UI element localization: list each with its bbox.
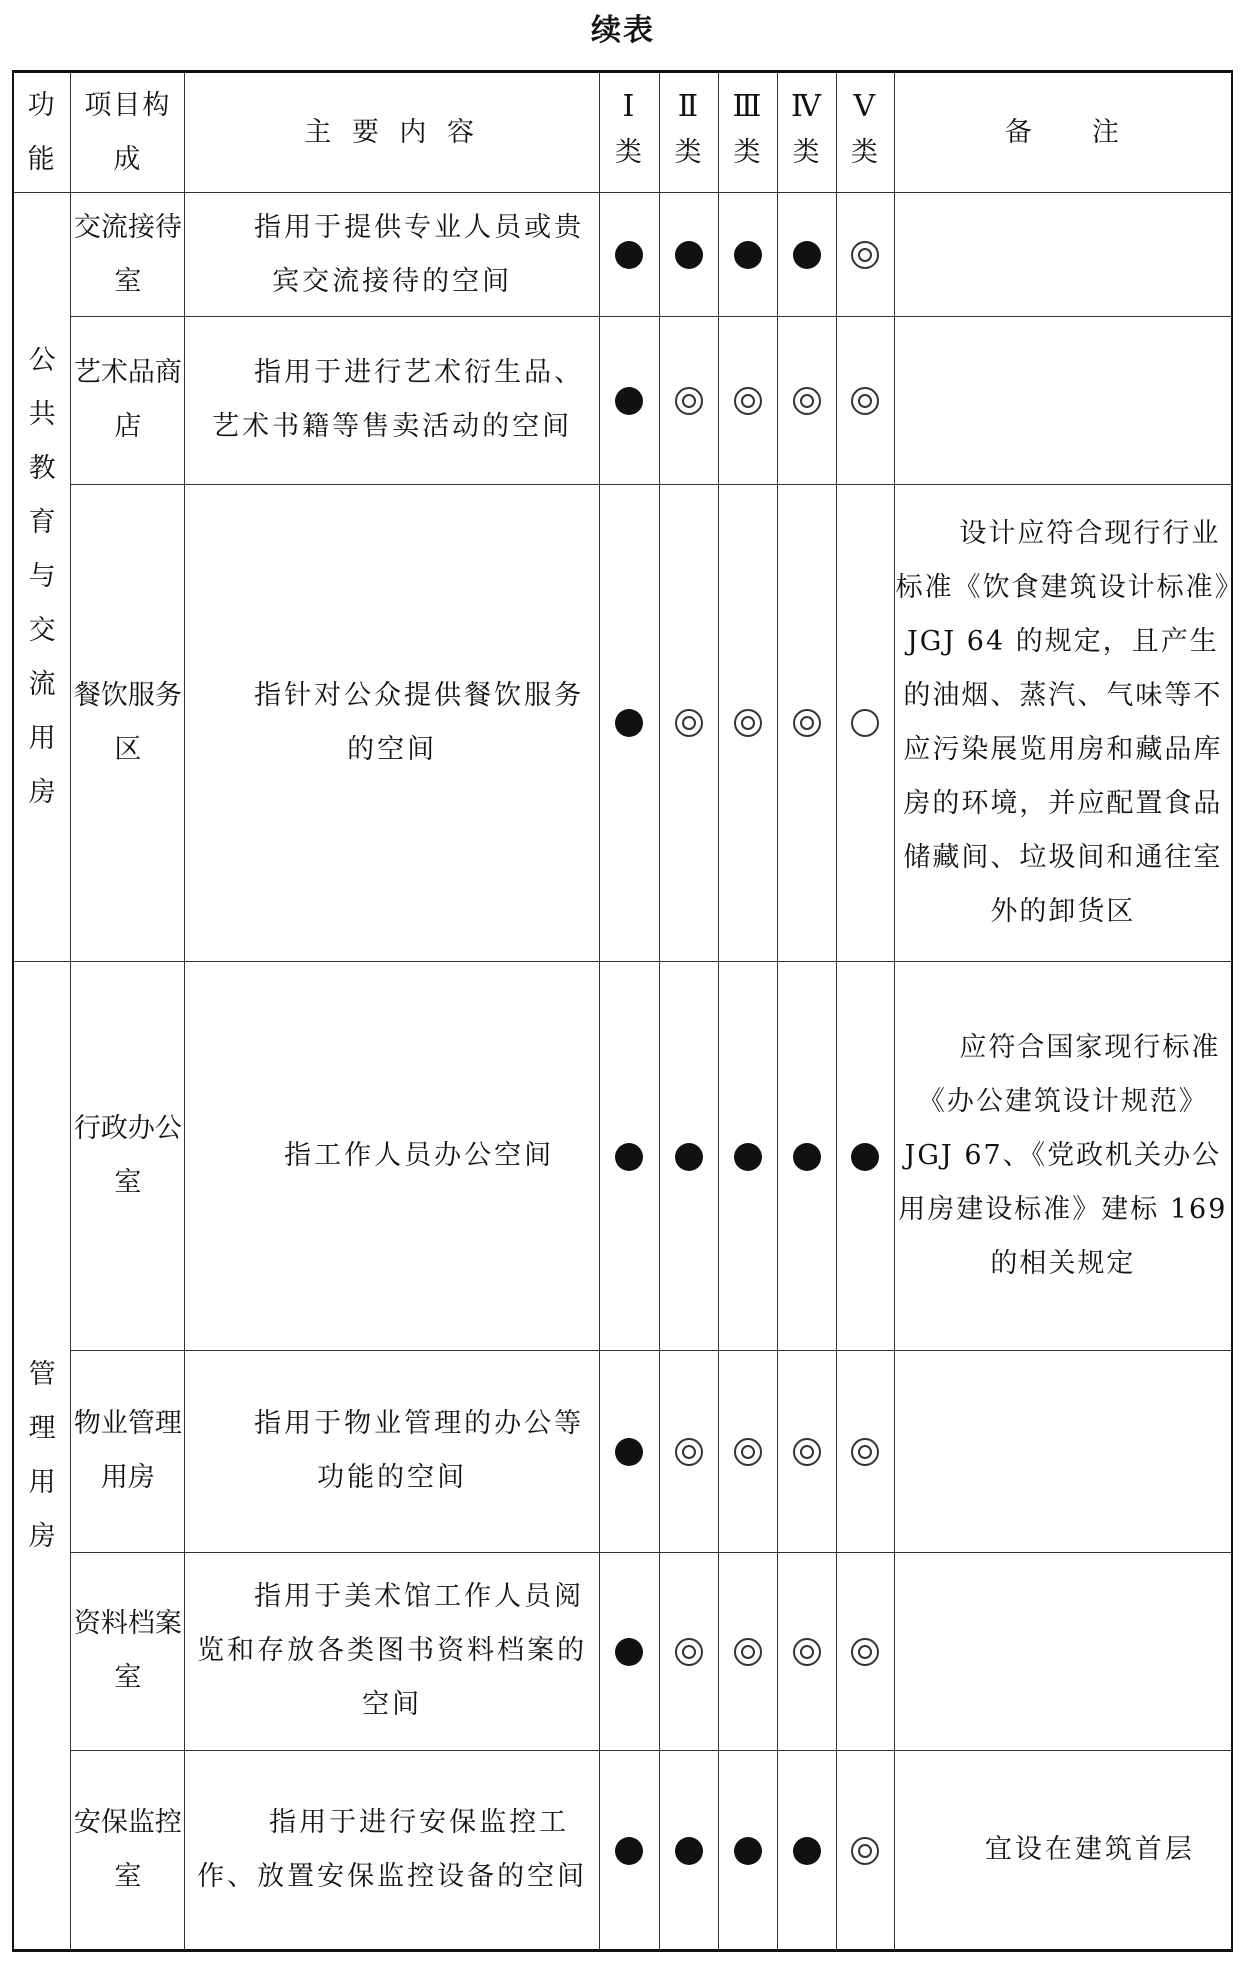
class-mark: [719, 962, 778, 1350]
double-circle-icon: [793, 1438, 821, 1466]
page-title: 续表: [591, 13, 655, 48]
double-circle-icon: [851, 387, 879, 415]
remark-cell: 设计应符合现行行业标准《饮食建筑设计标准》JGJ 64 的规定，且产生的油烟、蒸汽、气味等不应污染展览用房和藏品库房的环境，并应配置食品储藏间、垃圾间和通往室外的卸货区: [894, 484, 1232, 962]
table-row: [13, 193, 1232, 317]
filled-circle-icon: [675, 1837, 703, 1865]
project-cell: 艺术品商店: [71, 316, 185, 484]
header-class-5: Ⅴ 类: [837, 72, 895, 193]
table-row: [13, 484, 1232, 962]
filled-circle-icon: [734, 1143, 762, 1171]
filled-circle-icon: [793, 241, 821, 269]
double-circle-icon: [675, 709, 703, 737]
header-remark: 备 注: [894, 72, 1232, 193]
table-row: [13, 1552, 1232, 1751]
class-mark: [599, 1552, 659, 1751]
class-mark: [599, 484, 659, 962]
class-mark: [599, 1350, 659, 1552]
class-mark: [778, 1350, 837, 1552]
class-mark: [660, 1350, 719, 1552]
header-project: 项目构成: [71, 72, 185, 193]
project-cell: 资料档案室: [71, 1552, 185, 1751]
filled-circle-icon: [675, 1143, 703, 1171]
double-circle-icon: [734, 709, 762, 737]
double-circle-icon: [793, 709, 821, 737]
remark-cell: [894, 1350, 1232, 1552]
class-mark: [660, 316, 719, 484]
table-row: [13, 1751, 1232, 1951]
table-row: [13, 962, 1232, 1350]
filled-circle-icon: [615, 1438, 643, 1466]
double-circle-icon: [734, 387, 762, 415]
header-class-3: Ⅲ 类: [719, 72, 778, 193]
filled-circle-icon: [615, 709, 643, 737]
remark-cell: 宜设在建筑首层: [894, 1751, 1232, 1951]
class-mark: [719, 316, 778, 484]
filled-circle-icon: [793, 1837, 821, 1865]
project-cell: 餐饮服务区: [71, 484, 185, 962]
class-mark: [837, 1751, 895, 1951]
filled-circle-icon: [615, 1837, 643, 1865]
class-mark: [778, 316, 837, 484]
open-circle-icon: [851, 709, 879, 737]
standards-table: [12, 70, 1233, 1952]
class-mark: [837, 1350, 895, 1552]
content-cell: 指用于进行艺术衍生品、艺术书籍等售卖活动的空间: [185, 316, 599, 484]
class-mark: [778, 962, 837, 1350]
double-circle-icon: [675, 1638, 703, 1666]
class-mark: [719, 1751, 778, 1951]
class-mark: [778, 193, 837, 317]
double-circle-icon: [793, 1638, 821, 1666]
class-mark: [719, 1552, 778, 1751]
class-mark: [837, 962, 895, 1350]
table-row: [13, 1350, 1232, 1552]
project-cell: 行政办公室: [71, 962, 185, 1350]
class-mark: [660, 962, 719, 1350]
function-group-management: 管理用房: [13, 962, 71, 1951]
class-mark: [660, 1751, 719, 1951]
class-mark: [778, 484, 837, 962]
project-cell: 物业管理用房: [71, 1350, 185, 1552]
header-content: 主 要 内 容: [185, 72, 599, 193]
class-mark: [599, 193, 659, 317]
remark-cell: [894, 1552, 1232, 1751]
header-class-1: Ⅰ 类: [599, 72, 659, 193]
filled-circle-icon: [615, 387, 643, 415]
header-row: [13, 72, 1232, 193]
filled-circle-icon: [734, 1837, 762, 1865]
class-mark: [719, 484, 778, 962]
filled-circle-icon: [675, 241, 703, 269]
header-class-2: Ⅱ 类: [660, 72, 719, 193]
content-cell: 指针对公众提供餐饮服务的空间: [185, 484, 599, 962]
double-circle-icon: [851, 1837, 879, 1865]
class-mark: [599, 316, 659, 484]
class-mark: [778, 1751, 837, 1951]
class-mark: [660, 193, 719, 317]
double-circle-icon: [734, 1438, 762, 1466]
class-mark: [599, 962, 659, 1350]
class-mark: [719, 193, 778, 317]
remark-cell: [894, 316, 1232, 484]
double-circle-icon: [793, 387, 821, 415]
content-cell: 指用于进行安保监控工作、放置安保监控设备的空间: [185, 1751, 599, 1951]
class-mark: [660, 484, 719, 962]
class-mark: [660, 1552, 719, 1751]
header-class-4: Ⅳ 类: [778, 72, 837, 193]
remark-cell: [894, 193, 1232, 317]
content-cell: 指工作人员办公空间: [185, 962, 599, 1350]
class-mark: [837, 1552, 895, 1751]
filled-circle-icon: [615, 1638, 643, 1666]
content-cell: 指用于提供专业人员或贵宾交流接待的空间: [185, 193, 599, 317]
double-circle-icon: [734, 1638, 762, 1666]
filled-circle-icon: [615, 241, 643, 269]
project-cell: 安保监控室: [71, 1751, 185, 1951]
double-circle-icon: [851, 241, 879, 269]
double-circle-icon: [675, 1438, 703, 1466]
function-group-public: 公共教育与交流用房: [13, 193, 71, 962]
remark-cell: 应符合国家现行标准《办公建筑设计规范》JGJ 67、《党政机关办公用房建设标准》建标 169 的相关规定: [894, 962, 1232, 1350]
class-mark: [719, 1350, 778, 1552]
content-cell: 指用于物业管理的办公等功能的空间: [185, 1350, 599, 1552]
class-mark: [837, 316, 895, 484]
class-mark: [837, 484, 895, 962]
class-mark: [599, 1751, 659, 1951]
project-cell: 交流接待室: [71, 193, 185, 317]
filled-circle-icon: [851, 1143, 879, 1171]
class-mark: [837, 193, 895, 317]
header-function: 功能: [13, 72, 71, 193]
double-circle-icon: [675, 387, 703, 415]
content-cell: 指用于美术馆工作人员阅览和存放各类图书资料档案的空间: [185, 1552, 599, 1751]
double-circle-icon: [851, 1438, 879, 1466]
filled-circle-icon: [793, 1143, 821, 1171]
filled-circle-icon: [734, 241, 762, 269]
class-mark: [778, 1552, 837, 1751]
double-circle-icon: [851, 1638, 879, 1666]
table-row: [13, 316, 1232, 484]
filled-circle-icon: [615, 1143, 643, 1171]
